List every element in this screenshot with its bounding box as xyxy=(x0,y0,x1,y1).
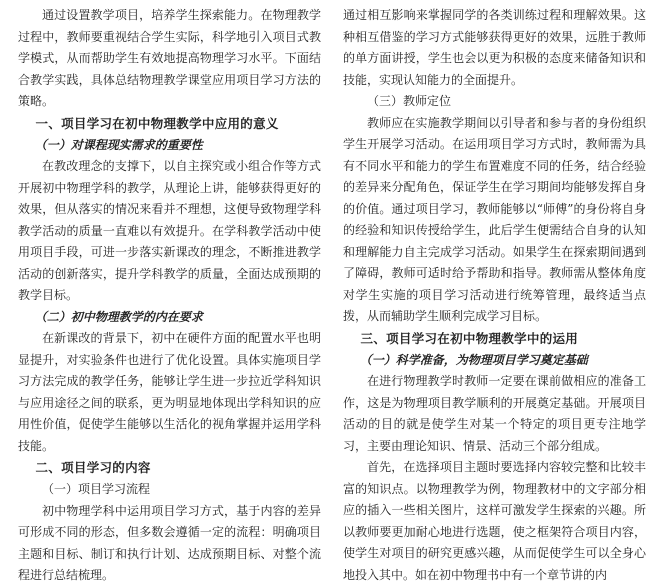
section-heading-2: 二、项目学习的内容 xyxy=(35,460,151,475)
subsection-heading-1-1: （一）对课程现实需求的重要性 xyxy=(34,137,203,152)
paragraph-preparation: 在进行物理教学时教师一定要在课前做相应的准备工作，这是为物理项目教学顺利的开展奠定基础。开展项目活动的目的就是使学生对某一个特定的项目更专注地学习，主要由理论知识、情景、活动三个部分组成。 xyxy=(343,374,646,453)
intro-paragraph: 通过设置教学项目，培养学生探索能力。在物理教学过程中，教师要重视结合学生实际，科学地引入项目式教学模式，从而帮助学生有效地提高物理学习水平。下面结合教学实践，具体总结物理教学课堂应用项目学习方法的策略。 xyxy=(18,8,321,108)
subsection-heading-2-3: （三）教师定位 xyxy=(367,94,452,108)
subsection-heading-2-1: （一）项目学习流程 xyxy=(42,482,151,496)
paragraph-learning-process: 初中物理学科中运用项目学习方式，基于内容的差异可形成不同的形态，但多数会遵循一定的流程：明确项目主题和目标、制订和执行计划、达成预期目标、对整个流程进行总结梳理。 xyxy=(18,503,321,582)
paragraph-teacher-role: 教师应在实施教学期间以引导者和参与者的身份组织学生开展学习活动。在运用项目学习方式时，教师需为具有不同水平和能力的学生布置难度不同的任务，结合经验的差异来分配角色，保证学生在学习期间均能够发挥自身的价值。通过项目学习，教师能够以“师傅”的身份将自身的经验和知识传授给学生，此后学生便需结合自身的认知和理解能力自主完成学习活动。如果学生在探索期间遇到了障碍，教师可适时给予帮助和指导。教师需从整体角度对学生实施的项目学习活动进行统筹管理，最终适当点拨，从而辅助学生顺利完成学习目标。 xyxy=(343,115,646,323)
subsection-heading-3-1: （一）科学准备，为物理项目学习奠定基础 xyxy=(359,352,588,367)
right-column xyxy=(343,5,646,586)
paragraph-curriculum-need: 在教改理念的支撑下，以自主探究或小组合作等方式开展初中物理学科的教学，从理论上讲，能够获得更好的效果，但从落实的情况来看并不理想，这便导致物理学科教学活动的质量一直难以有效提升。在学科教学活动中使用项目手段，可进一步落实新课改的理念，不断推进教学活动的创新落实，提升学科教学的质量，全面达成预期的教学目标。 xyxy=(18,159,321,302)
subsection-heading-1-2: （二）初中物理教学的内在要求 xyxy=(34,309,203,324)
left-column xyxy=(18,5,321,587)
paragraph-internal-requirement: 在新课改的背景下，初中在硬件方面的配置水平也明显提升，对实验条件也进行了优化设置。具体实施项目学习方法完成的教学任务，能够让学生进一步拉近学科知识与应用途径之间的联系，更为明显地体现出学科知识的应用性价值，促使学生能够以生活化的视角掌握并运用学科技能。 xyxy=(18,331,321,453)
section-heading-1: 一、项目学习在初中物理教学中应用的意义 xyxy=(35,115,279,131)
section-heading-3: 三、项目学习在初中物理教学中的运用 xyxy=(360,330,579,346)
paragraph-continued: 通过相互影响来掌握同学的各类训练过程和理解效果。这种相互借鉴的学习方式能够获得更好的效果，远胜于教师的单方面讲授，学生也会以更为积极的态度来储备知识和技能，实现认知能力的全面提升。 xyxy=(343,8,646,87)
paragraph-topic-selection: 首先，在选择项目主题时要选择内容较完整和比较丰富的知识点。以物理教学为例，物理教材中的文字部分相应的插入一些相关图片，这样可激发学生探索的兴趣。所以教师要更加耐心地进行选题，使之框架符合项目内容，使学生对项目的研究更感兴趣，从而促使学生可以全身心地投入其中。如在初中物理书中有一个章节讲的内 xyxy=(343,460,646,582)
